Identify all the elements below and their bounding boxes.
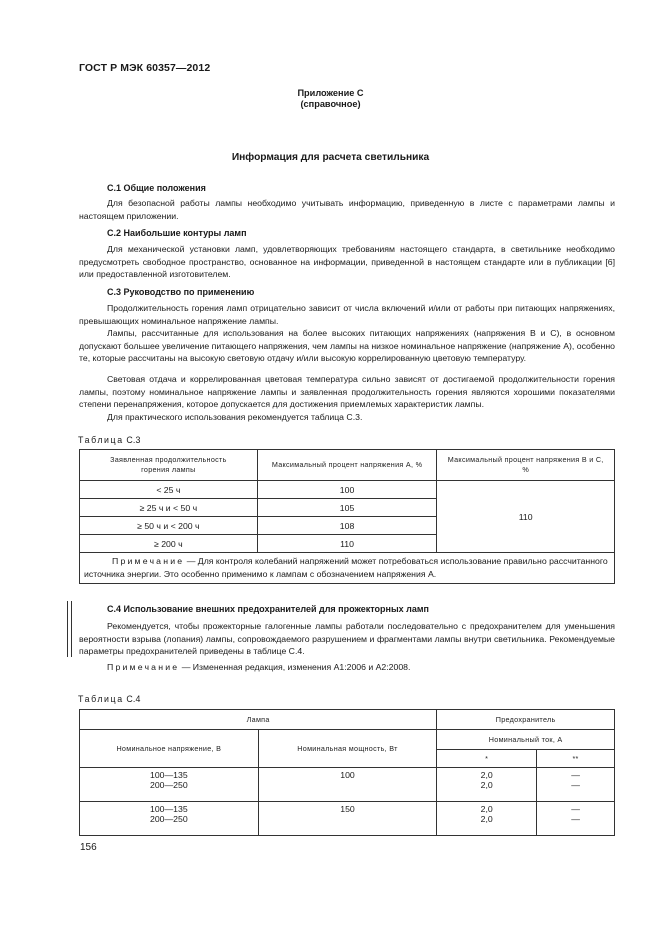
section-c2-text: Для механической установки ламп, удовлетворяющих требованиям настоящего стандарта, в светильнике необходимо предусмотреть свободное пространство, основанное на информации, приведенной в настоящем стандарте или в публикации [6] или предоставленной изготовителем. (79, 244, 615, 280)
table-c4-current-2b: — (571, 814, 580, 824)
section-c4-heading: С.4 Использование внешних предохранителей для прожекторных ламп (107, 604, 429, 614)
main-title: Информация для расчета светильника (231, 152, 430, 163)
table-c4-caption (78, 694, 141, 704)
table-c3-value-bc: 110 (437, 481, 615, 553)
section-c4-note-text: — Измененная редакция, изменения А1:2006 и А2:2008. (179, 662, 411, 672)
table-c3-caption-word: Таблица (78, 435, 124, 445)
appendix-title: Приложение С (297, 88, 364, 98)
section-c3-paragraph-3: Световая отдача и коррелированная цветовая температура сильно зависят от достигаемой продолжительности горения лампы, поэтому номинальное напряжение лампы и заявленная продолжительность горения являются хорошими показателями степени перенапряжения, которое допускается для достижения приемлемых характеристик лампы. (79, 374, 615, 410)
table-c3 (79, 449, 615, 584)
table-c4-group-fuse: Предохранитель (437, 710, 615, 730)
section-c1-text: Для безопасной работы лампы необходимо учитывать информацию, приведенную в листе с параметрами лампы и настоящем приложении. (79, 198, 615, 221)
table-c3-value-a: 105 (257, 499, 437, 517)
table-row (80, 768, 615, 802)
table-row (80, 481, 615, 499)
table-c3-caption (78, 435, 141, 445)
table-c4-current-1-cell (437, 802, 537, 836)
table-c3-life: ≥ 25 ч и < 50 ч (80, 499, 258, 517)
table-c4-voltage-2: 200—250 (149, 814, 188, 824)
table-c3-header-voltage-bc: Максимальный процент напряжения В и С, % (437, 450, 615, 481)
table-c4-current-2a: — (571, 804, 580, 814)
table-c4-group-lamp: Лампа (80, 710, 437, 730)
table-c4-voltage-2: 200—250 (149, 780, 188, 790)
section-c3-paragraph-1: Продолжительность горения ламп отрицательно зависит от числа включений и/или от работы при питающих напряжениях, превышающих номинальное напряжение лампы. (79, 303, 615, 326)
table-c4-current-1b: 2,0 (480, 780, 493, 790)
table-c4-caption-number: С.4 (123, 694, 141, 704)
table-c4-power: 150 (258, 802, 437, 836)
table-c4-header-current: Номинальный ток, А (437, 730, 615, 750)
table-c4-current-1a: 2,0 (480, 804, 493, 814)
section-c4-text: Рекомендуется, чтобы прожекторные галогенные лампы работали последовательно с предохранителем для уменьшения вероятности взрыва (лопания) лампы, сопровождаемого разрушением и фрагментами лампы внутри светильника. Рекомендуемые параметры предохранителей приведены в таблице С.4. (79, 621, 615, 657)
appendix-subtitle: (справочное) (300, 99, 361, 109)
table-c3-life: ≥ 50 ч и < 200 ч (80, 517, 258, 535)
revision-bar (67, 601, 68, 657)
table-row (80, 802, 615, 836)
table-c4-current-2b: — (571, 780, 580, 790)
section-c4-note-label: Примечание (107, 662, 180, 672)
table-c3-note-label: Примечание (112, 556, 185, 566)
table-c4-power: 100 (258, 768, 437, 802)
table-c4-caption-word: Таблица (78, 694, 124, 704)
table-c3-value-a: 110 (257, 535, 437, 553)
page-number: 156 (80, 842, 97, 853)
table-c4-voltage-cell (80, 768, 259, 802)
table-c4-voltage-1: 100—135 (149, 770, 188, 780)
table-c3-header-life: Заявленная продолжительность горения лампы (80, 450, 258, 481)
standard-header: ГОСТ Р МЭК 60357—2012 (79, 62, 211, 74)
table-c4-current-2-cell (537, 802, 615, 836)
table-c4 (79, 709, 615, 836)
table-c4-header-power: Номинальная мощность, Вт (258, 730, 437, 768)
table-c4-current-1b: 2,0 (480, 814, 493, 824)
table-c4-current-2a: — (571, 770, 580, 780)
table-c4-subheader-2: ** (537, 750, 615, 768)
revision-bar (71, 601, 72, 657)
table-c4-header-voltage: Номинальное напряжение, В (80, 730, 259, 768)
table-c4-subheader-1: * (437, 750, 537, 768)
table-c3-life: ≥ 200 ч (80, 535, 258, 553)
table-c3-life: < 25 ч (80, 481, 258, 499)
section-c3-heading: С.3 Руководство по применению (107, 287, 255, 297)
table-c4-voltage-1: 100—135 (149, 804, 188, 814)
section-c1-heading: С.1 Общие положения (107, 183, 206, 193)
table-c3-note-text: — Для контроля колебаний напряжений может потребоваться использование правильно рассчитанного источника энергии. Это особенно применимо к лампам с обозначением напряжения А. (84, 556, 608, 579)
table-c3-value-a: 108 (257, 517, 437, 535)
section-c2-heading: С.2 Наибольшие контуры ламп (107, 228, 247, 238)
section-c3-paragraph-2: Лампы, рассчитанные для использования на более высоких питающих напряжениях (напряжения В и С), в основном допускают большее увеличение питающего напряжения, чем лампы на низкое номинальное напряжение (напряжение А), особенно те, которые рассчитаны на высокую световую отдачу и/или высокую коррелированную цветовую температуру. (79, 328, 615, 364)
table-c4-voltage-cell (80, 802, 259, 836)
table-c3-value-a: 100 (257, 481, 437, 499)
table-c4-current-1a: 2,0 (480, 770, 493, 780)
table-c3-caption-number: С.3 (123, 435, 141, 445)
section-c4-note (79, 661, 615, 674)
table-c4-current-1-cell (437, 768, 537, 802)
table-c4-current-2-cell (537, 768, 615, 802)
table-c3-note (80, 553, 615, 584)
table-c3-header-voltage-a: Максимальный процент напряжения А, % (257, 450, 437, 481)
section-c3-paragraph-4: Для практического использования рекомендуется таблица С.3. (107, 412, 363, 422)
